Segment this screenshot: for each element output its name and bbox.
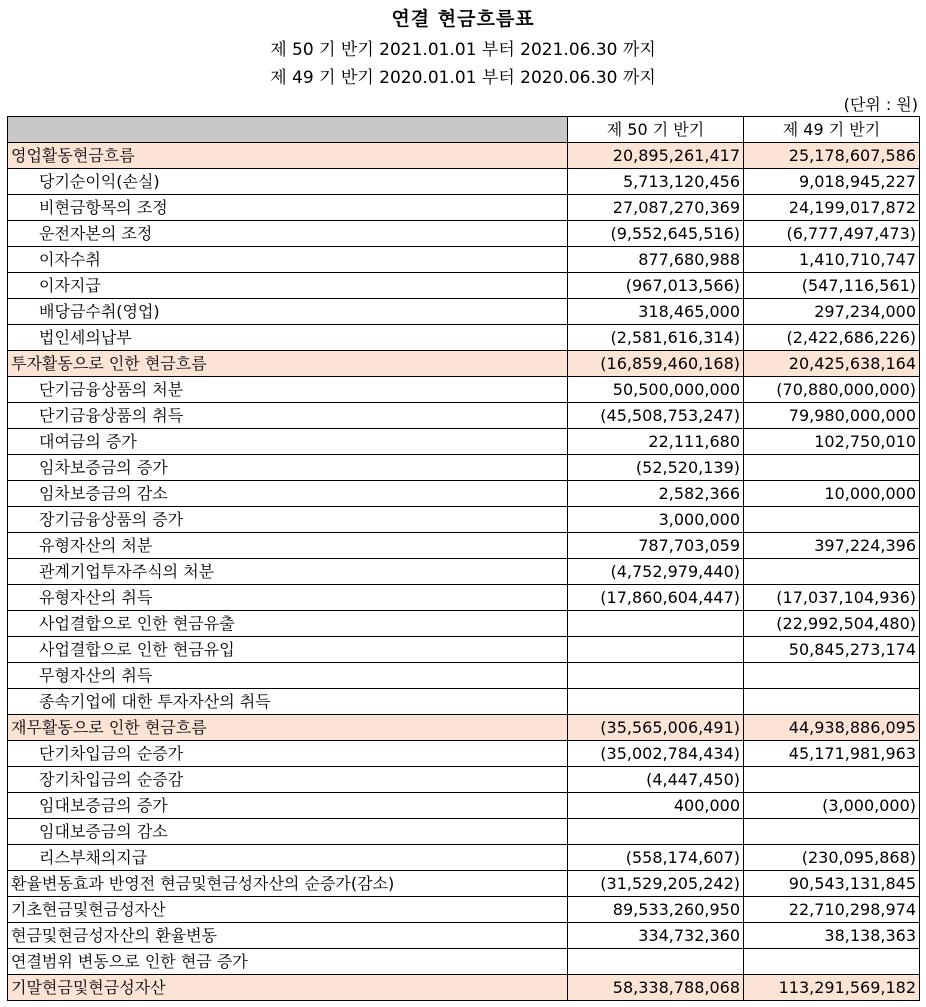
prior-period-value [744, 663, 920, 689]
row-label: 연결범위 변동으로 인한 현금 증가 [8, 949, 568, 975]
table-row [8, 507, 920, 533]
table-row [8, 949, 920, 975]
prior-period-value: 297,234,000 [744, 299, 920, 325]
prior-period-value: (70,880,000,000) [744, 377, 920, 403]
row-label: 단기금융상품의 취득 [8, 403, 568, 429]
row-label: 기초현금및현금성자산 [8, 897, 568, 923]
table-row [8, 845, 920, 871]
row-label: 관계기업투자주식의 처분 [8, 559, 568, 585]
prior-period-value: 102,750,010 [744, 429, 920, 455]
current-period-value: (967,013,566) [568, 273, 744, 299]
row-label: 장기차입금의 순증감 [8, 767, 568, 793]
prior-period-value [744, 559, 920, 585]
prior-period-value [744, 949, 920, 975]
current-period-value [568, 637, 744, 663]
prior-period-value: 25,178,607,586 [744, 143, 920, 169]
row-label: 이자지급 [8, 273, 568, 299]
current-period-value: 20,895,261,417 [568, 143, 744, 169]
table-row [8, 611, 920, 637]
prior-period-value: 22,710,298,974 [744, 897, 920, 923]
row-label: 임차보증금의 증가 [8, 455, 568, 481]
current-period-value: (2,581,616,314) [568, 325, 744, 351]
row-label: 현금및현금성자산의 환율변동 [8, 923, 568, 949]
current-period-value: 22,111,680 [568, 429, 744, 455]
row-label: 배당금수취(영업) [8, 299, 568, 325]
table-row [8, 585, 920, 611]
current-period-value: 787,703,059 [568, 533, 744, 559]
header-prior-period: 제 49 기 반기 [744, 117, 920, 143]
prior-period-value: 1,410,710,747 [744, 247, 920, 273]
table-row [8, 325, 920, 351]
row-label: 기말현금및현금성자산 [8, 975, 568, 1001]
prior-period-value: 24,199,017,872 [744, 195, 920, 221]
table-row [8, 455, 920, 481]
current-period-value: 58,338,788,068 [568, 975, 744, 1001]
current-period-value: 400,000 [568, 793, 744, 819]
table-row [8, 897, 920, 923]
prior-period-value: (547,116,561) [744, 273, 920, 299]
prior-period-value [744, 455, 920, 481]
current-period-value [568, 949, 744, 975]
current-period-value: (558,174,607) [568, 845, 744, 871]
table-row [8, 247, 920, 273]
prior-period-value: 10,000,000 [744, 481, 920, 507]
current-period-value: 2,582,366 [568, 481, 744, 507]
current-period-value: 50,500,000,000 [568, 377, 744, 403]
section-row [8, 975, 920, 1001]
row-label: 법인세의납부 [8, 325, 568, 351]
prior-period-value: (17,037,104,936) [744, 585, 920, 611]
table-row [8, 923, 920, 949]
current-period-value: 334,732,360 [568, 923, 744, 949]
prior-period-line: 제 49 기 반기 2020.01.01 부터 2020.06.30 까지 [270, 68, 656, 88]
row-label: 단기차입금의 순증가 [8, 741, 568, 767]
row-label: 영업활동현금흐름 [8, 143, 568, 169]
prior-period-value: (230,095,868) [744, 845, 920, 871]
table-header-row [8, 117, 920, 143]
table-row [8, 403, 920, 429]
row-label: 유형자산의 처분 [8, 533, 568, 559]
table-row [8, 377, 920, 403]
section-row [8, 715, 920, 741]
current-period-value: (4,447,450) [568, 767, 744, 793]
current-period-value: (9,552,645,516) [568, 221, 744, 247]
row-label: 무형자산의 취득 [8, 663, 568, 689]
prior-period-value: (3,000,000) [744, 793, 920, 819]
table-row [8, 819, 920, 845]
current-period-value: 3,000,000 [568, 507, 744, 533]
header-label-column [8, 117, 568, 143]
prior-period-value: 113,291,569,182 [744, 975, 920, 1001]
row-label: 임대보증금의 증가 [8, 793, 568, 819]
prior-period-value [744, 767, 920, 793]
prior-period-value: 38,138,363 [744, 923, 920, 949]
row-label: 당기순이익(손실) [8, 169, 568, 195]
table-row [8, 533, 920, 559]
prior-period-value: 44,938,886,095 [744, 715, 920, 741]
current-period-value: 877,680,988 [568, 247, 744, 273]
unit-label: (단위 : 원) [843, 95, 918, 114]
cash-flow-table [7, 116, 920, 1001]
row-label: 사업결합으로 인한 현금유출 [8, 611, 568, 637]
prior-period-value [744, 819, 920, 845]
table-row [8, 429, 920, 455]
table-row [8, 481, 920, 507]
current-period-value: (16,859,460,168) [568, 351, 744, 377]
current-period-line: 제 50 기 반기 2021.01.01 부터 2021.06.30 까지 [270, 40, 656, 60]
current-period-value: (17,860,604,447) [568, 585, 744, 611]
row-label: 종속기업에 대한 투자자산의 취득 [8, 689, 568, 715]
row-label: 이자수취 [8, 247, 568, 273]
row-label: 환율변동효과 반영전 현금및현금성자산의 순증가(감소) [8, 871, 568, 897]
row-label: 장기금융상품의 증가 [8, 507, 568, 533]
current-period-value: (31,529,205,242) [568, 871, 744, 897]
current-period-value: 5,713,120,456 [568, 169, 744, 195]
statement-title: 연결 현금흐름표 [391, 8, 535, 30]
table-row [8, 767, 920, 793]
prior-period-value: (6,777,497,473) [744, 221, 920, 247]
prior-period-value: (22,992,504,480) [744, 611, 920, 637]
table-row [8, 793, 920, 819]
table-row [8, 273, 920, 299]
current-period-value [568, 819, 744, 845]
row-label: 사업결합으로 인한 현금유입 [8, 637, 568, 663]
row-label: 투자활동으로 인한 현금흐름 [8, 351, 568, 377]
current-period-value: 318,465,000 [568, 299, 744, 325]
prior-period-value [744, 507, 920, 533]
header-current-period: 제 50 기 반기 [568, 117, 744, 143]
table-row [8, 221, 920, 247]
section-row [8, 351, 920, 377]
prior-period-value: 50,845,273,174 [744, 637, 920, 663]
current-period-value: 27,087,270,369 [568, 195, 744, 221]
current-period-value [568, 663, 744, 689]
row-label: 리스부채의지급 [8, 845, 568, 871]
row-label: 유형자산의 취득 [8, 585, 568, 611]
prior-period-value: 45,171,981,963 [744, 741, 920, 767]
prior-period-value: 397,224,396 [744, 533, 920, 559]
row-label: 임차보증금의 감소 [8, 481, 568, 507]
current-period-value: (52,520,139) [568, 455, 744, 481]
table-row [8, 195, 920, 221]
current-period-value: (35,565,006,491) [568, 715, 744, 741]
current-period-value: (35,002,784,434) [568, 741, 744, 767]
row-label: 임대보증금의 감소 [8, 819, 568, 845]
section-row [8, 143, 920, 169]
row-label: 재무활동으로 인한 현금흐름 [8, 715, 568, 741]
table-row [8, 689, 920, 715]
table-row [8, 663, 920, 689]
table-row [8, 741, 920, 767]
prior-period-value: (2,422,686,226) [744, 325, 920, 351]
table-row [8, 871, 920, 897]
current-period-value [568, 689, 744, 715]
row-label: 단기금융상품의 처분 [8, 377, 568, 403]
current-period-value: (4,752,979,440) [568, 559, 744, 585]
prior-period-value: 79,980,000,000 [744, 403, 920, 429]
current-period-value: 89,533,260,950 [568, 897, 744, 923]
table-row [8, 169, 920, 195]
table-row [8, 299, 920, 325]
row-label: 비현금항목의 조정 [8, 195, 568, 221]
prior-period-value: 20,425,638,164 [744, 351, 920, 377]
current-period-value: (45,508,753,247) [568, 403, 744, 429]
row-label: 운전자본의 조정 [8, 221, 568, 247]
row-label: 대여금의 증가 [8, 429, 568, 455]
prior-period-value [744, 689, 920, 715]
prior-period-value: 90,543,131,845 [744, 871, 920, 897]
prior-period-value: 9,018,945,227 [744, 169, 920, 195]
table-row [8, 637, 920, 663]
current-period-value [568, 611, 744, 637]
table-row [8, 559, 920, 585]
